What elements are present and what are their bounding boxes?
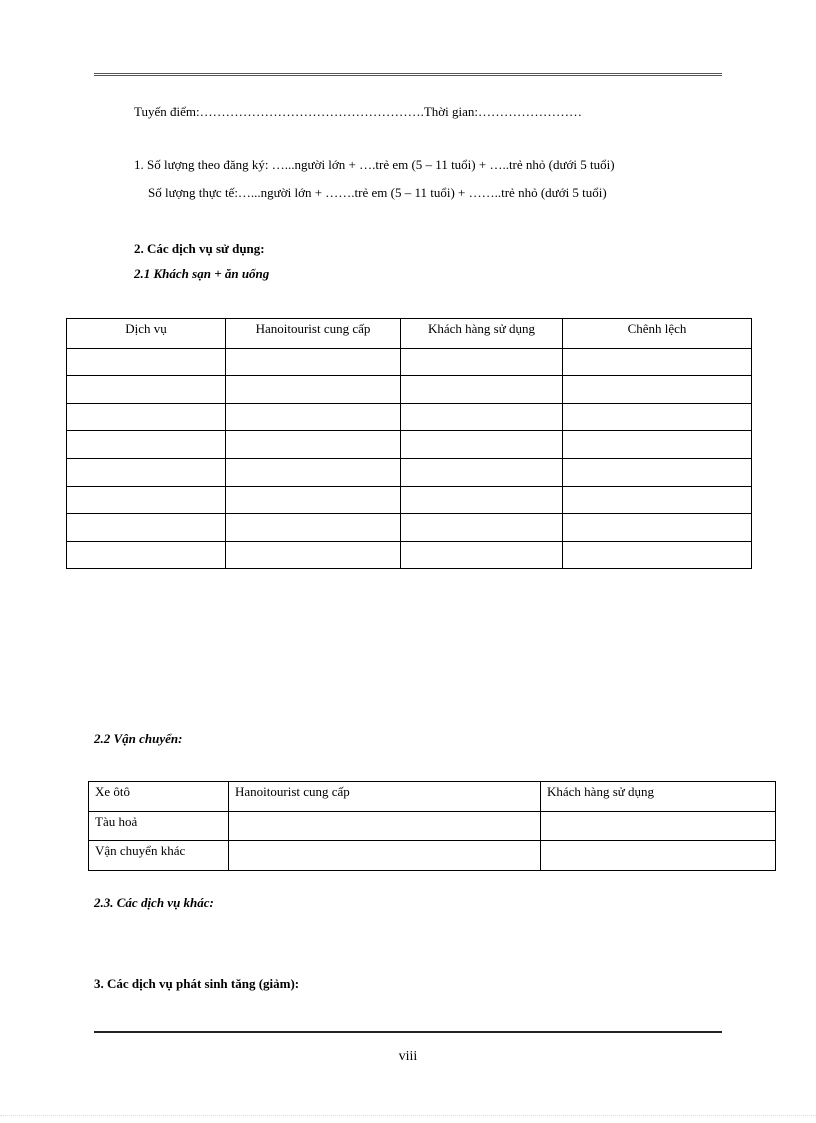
table-row [67,376,752,404]
table-cell [401,541,563,569]
table-cell [67,376,226,404]
route-time-line: Tuyến điểm:…………………………………………….Thời gian:…………………… [134,104,583,119]
table-row [67,403,752,431]
table-cell [226,541,401,569]
table-row [67,541,752,569]
table-cell [563,403,752,431]
table-cell [67,486,226,514]
header-rule [94,73,722,77]
page-edge-divider [0,1115,816,1116]
transport-car-label: Xe ôtô [89,782,229,812]
registered-count-line: 1. Số lượng theo đăng ký: …...người lớn + ….trẻ em (5 – 11 tuổi) + …..trẻ nhỏ (dưới 5 tuổi) [134,157,615,172]
table-cell [226,458,401,486]
table-cell [67,403,226,431]
table-cell [401,376,563,404]
table-cell [67,541,226,569]
table-cell [563,486,752,514]
table-cell [401,403,563,431]
table-header-row [67,319,752,349]
table-row [89,841,776,871]
table-row [67,348,752,376]
other-services-heading: 2.3. Các dịch vụ khác: [94,895,214,910]
transport-table [88,781,776,871]
header-cell-service: Dịch vụ [67,319,226,349]
table-cell [563,348,752,376]
table-cell [226,514,401,542]
table-row [67,458,752,486]
page-number: viii [398,1049,418,1064]
table-row [89,782,776,812]
table-cell [563,541,752,569]
table-row [67,514,752,542]
table-cell [67,514,226,542]
header-cell-provided: Hanoitourist cung cấp [226,319,401,349]
footer-rule [94,1031,722,1033]
actual-count-line: Số lượng thực tế:…...người lớn + …….trẻ em (5 – 11 tuổi) + ……..trẻ nhỏ (dưới 5 tuổi) [148,185,607,200]
transport-train-label: Tàu hoả [89,811,229,841]
table-cell [229,841,541,871]
hotel-food-table [66,318,752,569]
table-cell [563,514,752,542]
table-cell [67,348,226,376]
transport-provided-header: Hanoitourist cung cấp [229,782,541,812]
table-row [67,431,752,459]
table-row [67,486,752,514]
table-row [89,811,776,841]
table-cell [541,841,776,871]
table-cell [563,431,752,459]
table-cell [67,431,226,459]
table-cell [226,376,401,404]
header-cell-difference: Chênh lệch [563,319,752,349]
table-cell [226,403,401,431]
table-cell [563,376,752,404]
table-cell [401,486,563,514]
table-cell [401,348,563,376]
table-cell [401,431,563,459]
table-cell [226,348,401,376]
table-cell [401,514,563,542]
transport-used-header: Khách hàng sử dụng [541,782,776,812]
services-heading: 2. Các dịch vụ sử dụng: [134,241,265,256]
table-cell [226,486,401,514]
extra-services-heading: 3. Các dịch vụ phát sinh tăng (giảm): [94,976,300,991]
table-cell [541,811,776,841]
transport-other-label: Vận chuyển khác [89,841,229,871]
table-cell [226,431,401,459]
hotel-food-heading: 2.1 Khách sạn + ăn uống [134,266,270,281]
table-cell [67,458,226,486]
header-cell-used: Khách hàng sử dụng [401,319,563,349]
table-cell [401,458,563,486]
transport-heading: 2.2 Vận chuyển: [94,731,183,746]
table-cell [563,458,752,486]
table-cell [229,811,541,841]
